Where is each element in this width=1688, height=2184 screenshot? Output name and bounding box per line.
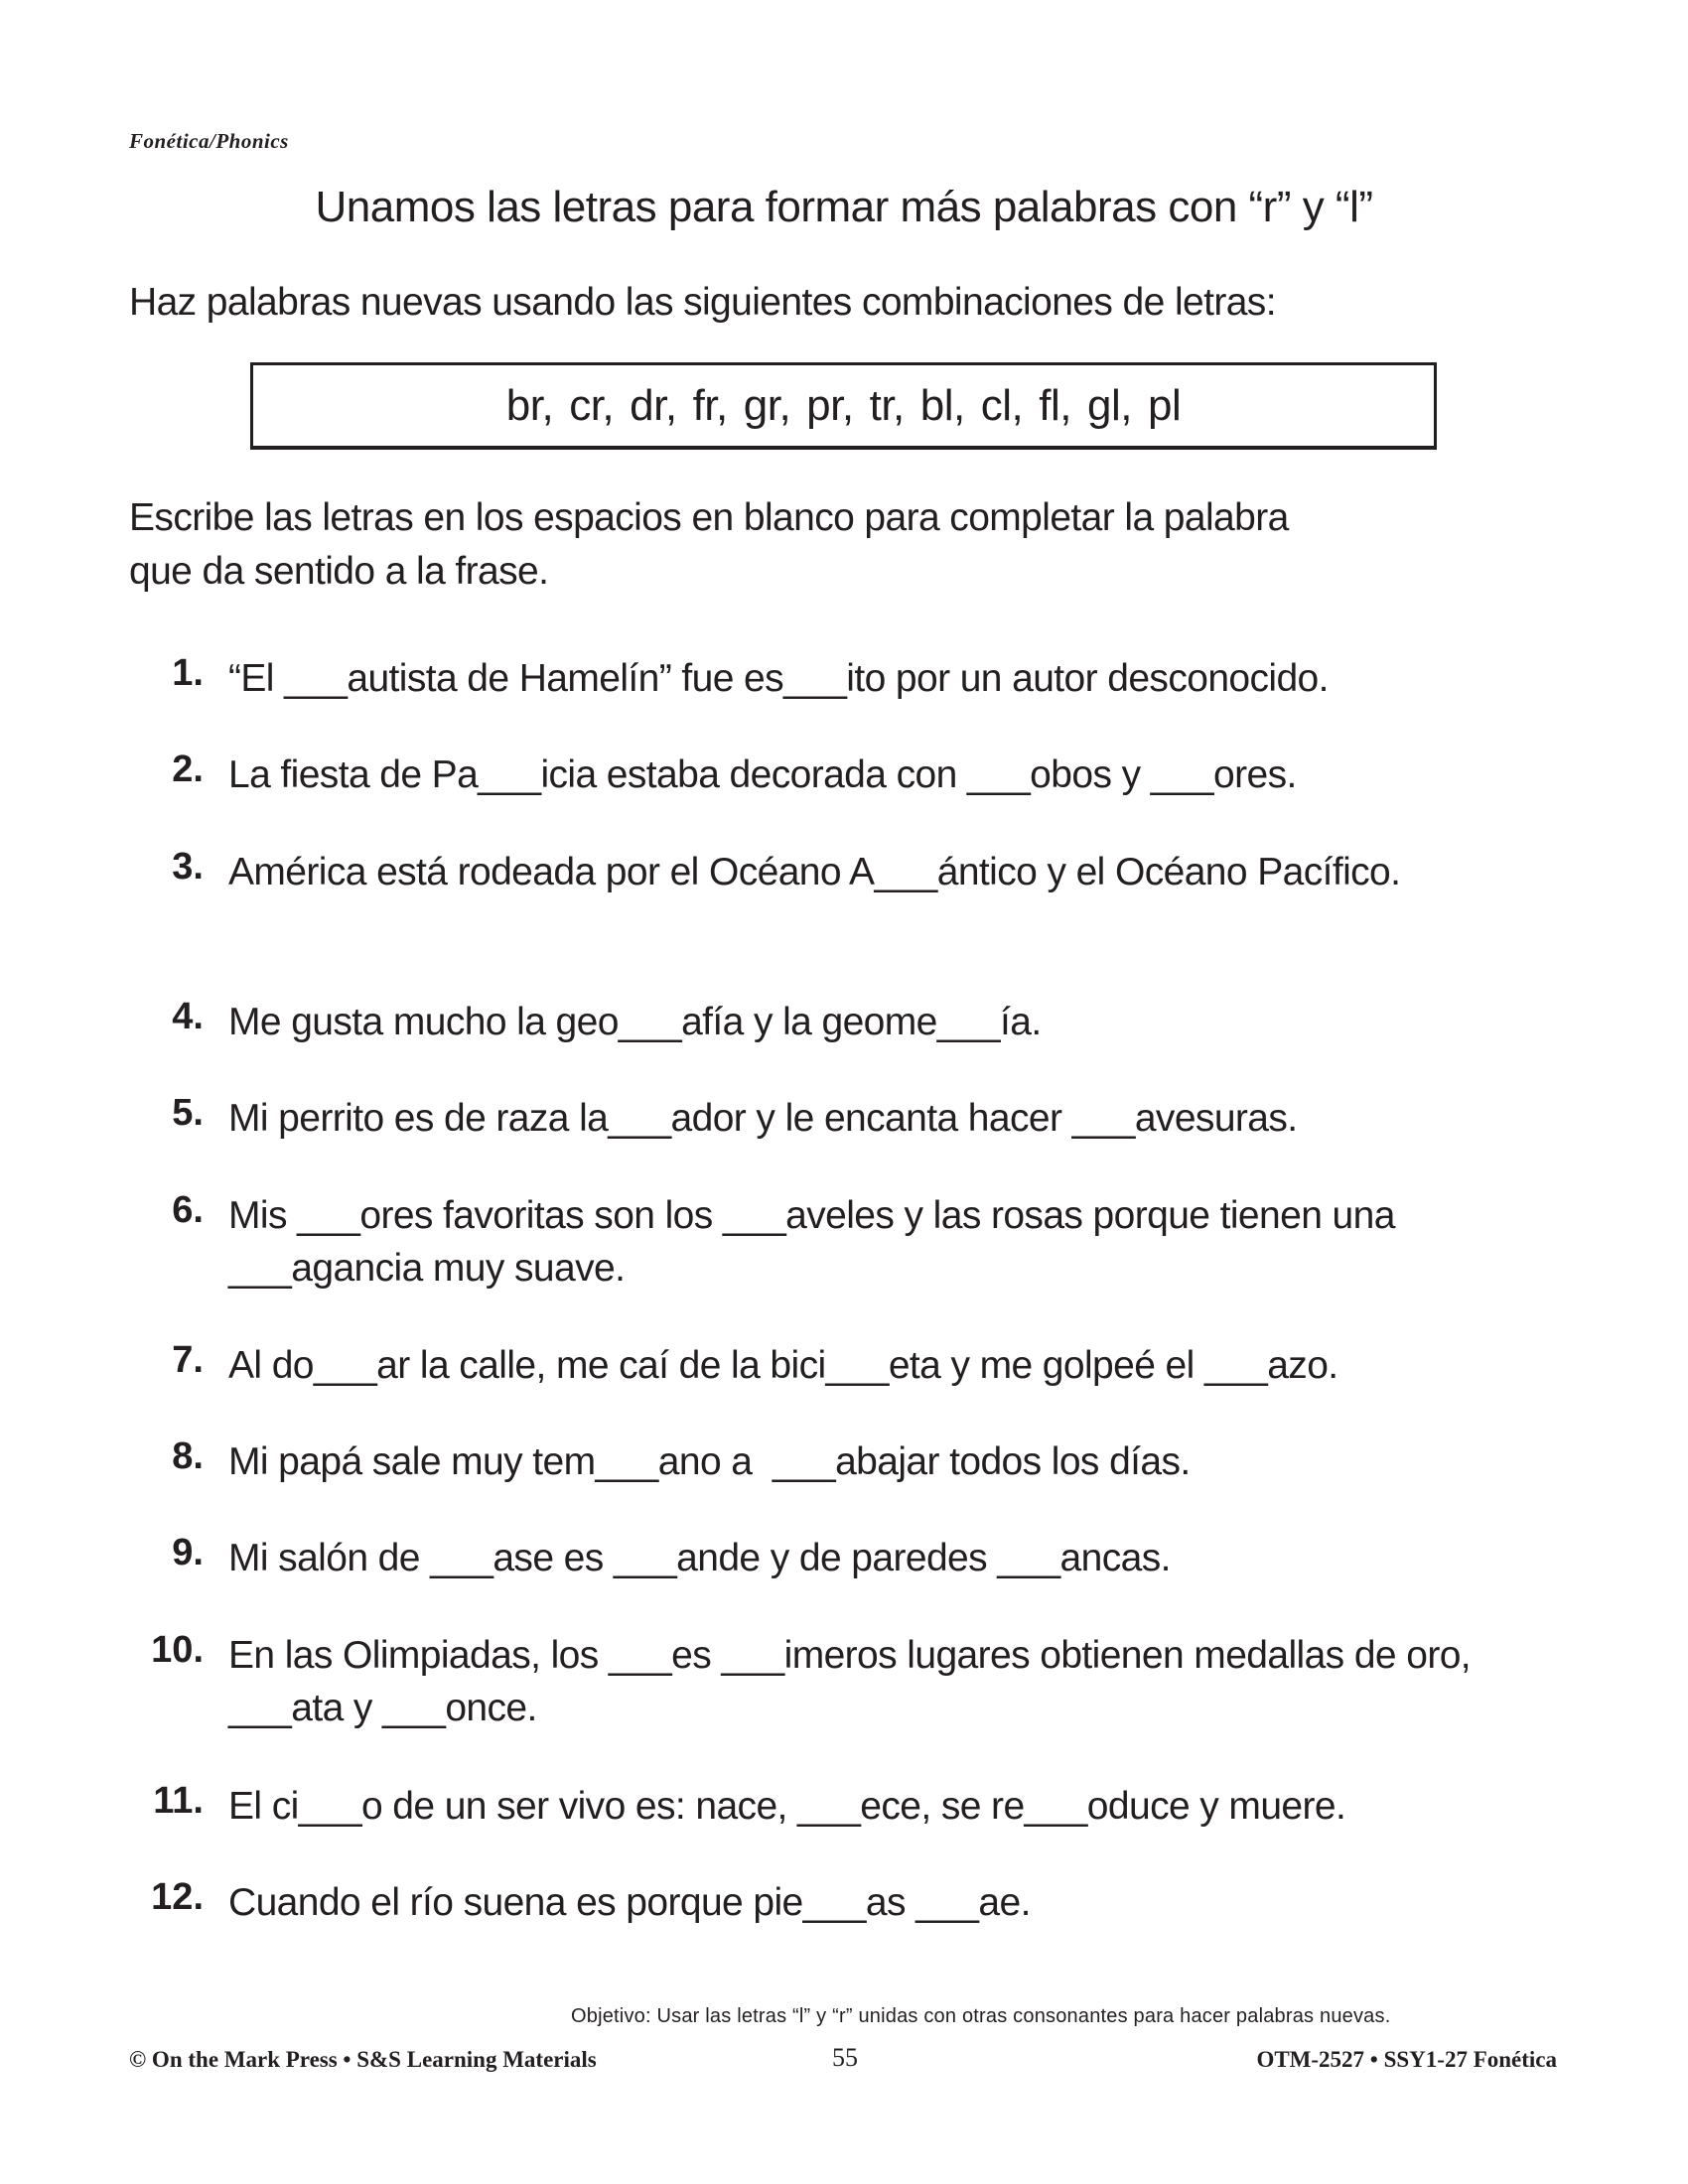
combination: dr, (630, 380, 677, 430)
item-text: “El ___autista de Hamelín” fue es___ito por un autor desconocido. (228, 657, 1329, 700)
item-number: 8. (172, 1435, 204, 1477)
item-text: Me gusta mucho la geo___afía y la geome___ía. (228, 1001, 1042, 1043)
item-number: 6. (172, 1189, 204, 1231)
combination: gl, (1087, 380, 1132, 430)
directions (129, 491, 1289, 599)
item-text: Mi salón de ___ase es ___ande y de paredes ___ancas. (228, 1537, 1171, 1579)
objective-text: Objetivo: Usar las letras “l” y “r” unidas con otras consonantes para hacer palabras nuevas. (571, 2005, 1391, 2027)
item-text: América está rodeada por el Océano A___ántico y el Océano Pacífico. (228, 851, 1401, 893)
combination: bl, (919, 380, 965, 430)
item-number: 1. (172, 652, 204, 694)
item-number: 4. (172, 996, 204, 1037)
item-number: 3. (172, 846, 204, 887)
footer-copyright: © On the Mark Press • S&S Learning Materials (129, 2047, 597, 2072)
item-text: Cuando el río suena es porque pie___as ___ae. (228, 1881, 1031, 1924)
combination: pr, (806, 380, 854, 430)
combination: gr, (743, 380, 791, 430)
instruction-text: Haz palabras nuevas usando las siguientes combinaciones de letras: (129, 281, 1276, 324)
item-number: 5. (172, 1092, 204, 1134)
directions-line: que da sentido a la frase. (129, 550, 549, 593)
item-number: 12. (151, 1876, 204, 1918)
combination: fr, (692, 380, 728, 430)
combination: fl, (1039, 380, 1071, 430)
item-number: 7. (172, 1339, 204, 1381)
item-number: 11. (153, 1780, 204, 1822)
item-text: El ci___o de un ser vivo es: nace, ___ece, se re___oduce y muere. (228, 1785, 1346, 1828)
item-number: 2. (172, 749, 204, 790)
combination: br, (505, 380, 554, 430)
combination: pl (1147, 380, 1182, 430)
item-text: Mi papá sale muy tem___ano a ___abajar todos los días. (228, 1440, 1191, 1483)
item-text: Mi perrito es de raza la___ador y le encanta hacer ___avesuras. (228, 1097, 1298, 1140)
section-label: Fonética/Phonics (129, 129, 289, 153)
item-text: Mis ___ores favoritas son los ___aveles y las rosas porque tienen una ___agancia muy suave. (228, 1194, 1395, 1290)
item-text: Al do___ar la calle, me caí de la bici___eta y me golpeé el ___azo. (228, 1344, 1338, 1387)
page-title: Unamos las letras para formar más palabras con “r” y “l” (315, 183, 1373, 231)
combination: cl, (980, 380, 1024, 430)
directions-line: Escribe las letras en los espacios en blanco para completar la palabra (129, 496, 1289, 539)
item-number: 10. (151, 1629, 204, 1671)
item-text: La fiesta de Pa___icia estaba decorada con ___obos y ___ores. (228, 753, 1297, 796)
combination: tr, (869, 380, 905, 430)
footer-code: OTM-2527 • SSY1-27 Fonética (1256, 2047, 1557, 2072)
letter-combinations-box (250, 362, 1437, 450)
item-number: 9. (172, 1532, 204, 1573)
page-number: 55 (832, 2043, 858, 2072)
item-text: En las Olimpiadas, los ___es ___imeros lugares obtienen medallas de oro, ___ata y ___once. (228, 1634, 1472, 1729)
combination: cr, (569, 380, 615, 430)
